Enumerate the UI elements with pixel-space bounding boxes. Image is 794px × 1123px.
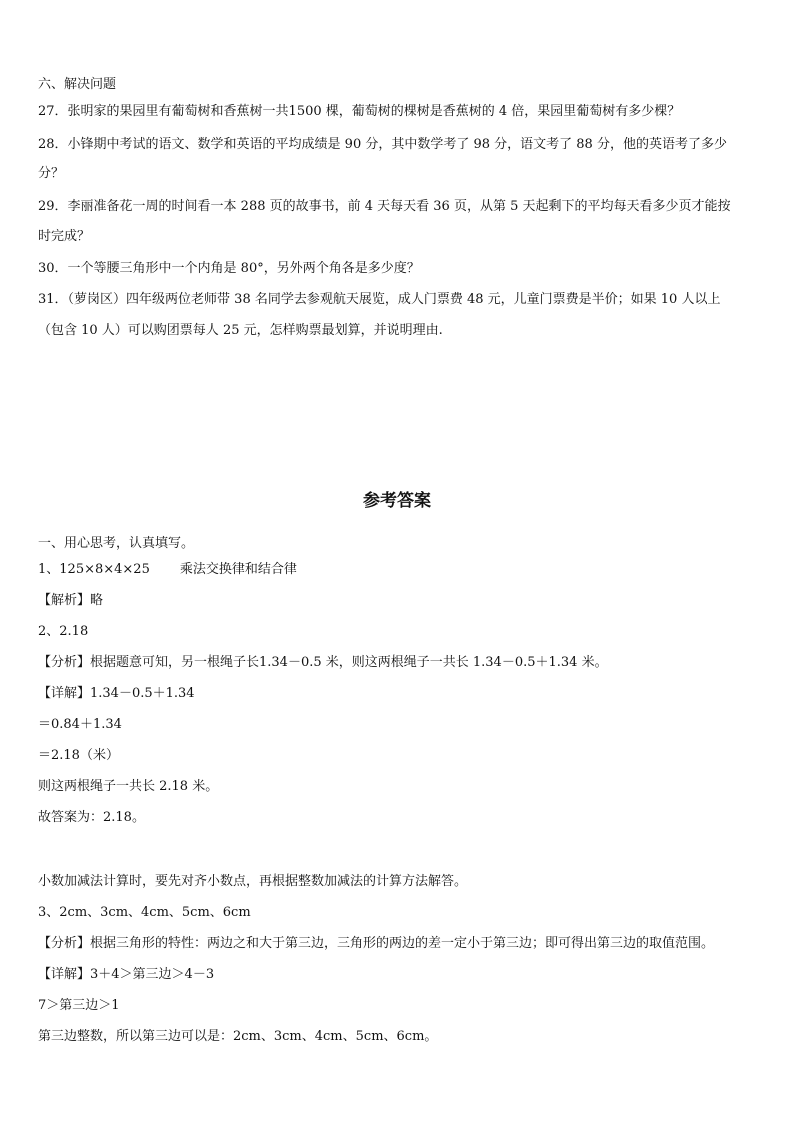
question-28-line1: 28．小锋期中考试的语文、数学和英语的平均成绩是 90 分，其中数学考了 98 分，语文考了 88 分，他的英语考了多少 — [38, 137, 727, 152]
question-29-line2: 时完成？ — [38, 229, 91, 244]
answer-2-conclusion: 则这两根绳子一共长 2.18 米。 — [38, 779, 219, 794]
answer-1-expression: 1、125×8×4×25 — [38, 562, 150, 577]
answer-2-detail: 【详解】1.34－0.5＋1.34 — [38, 686, 195, 701]
answer-1-analysis: 【解析】略 — [38, 593, 104, 608]
question-31-line2: （包含 10 人）可以购团票每人 25 元，怎样购票最划算，并说明理由. — [38, 323, 443, 338]
answers-title: 参考答案 — [363, 491, 431, 511]
answer-2-tip: 小数加减法计算时，要先对齐小数点，再根据整数加减法的计算方法解答。 — [38, 874, 468, 889]
section-6-heading: 六、解决问题 — [38, 77, 117, 92]
answer-1 — [38, 562, 297, 578]
answer-2-value: 2、2.18 — [38, 624, 89, 639]
answer-3-analysis: 【分析】根据三角形的特性：两边之和大于第三边，三角形的两边的差一定小于第三边；即可得出第三边的取值范围。 — [38, 936, 715, 951]
answer-2-step2: ＝2.18（米） — [38, 748, 119, 763]
answer-2-answer: 故答案为：2.18。 — [38, 810, 145, 825]
answers-part1-heading: 一、用心思考，认真填写。 — [38, 536, 195, 551]
answer-3-conclusion: 第三边整数，所以第三边可以是：2cm、3cm、4cm、5cm、6cm。 — [38, 1029, 438, 1044]
answer-3-step1: 7＞第三边＞1 — [38, 998, 120, 1013]
answer-2-analysis: 【分析】根据题意可知，另一根绳子长1.34－0.5 米，则这两根绳子一共长 1.34－0.5＋1.34 米。 — [38, 655, 608, 670]
answer-2-step1: ＝0.84＋1.34 — [38, 717, 122, 732]
question-30: 30．一个等腰三角形中一个内角是 80°，另外两个角各是多少度？ — [38, 261, 420, 276]
question-29-line1: 29．李丽准备花一周的时间看一本 288 页的故事书，前 4 天每天看 36 页，从第 5 天起剩下的平均每天看多少页才能按 — [38, 199, 731, 214]
answer-3-value: 3、2cm、3cm、4cm、5cm、6cm — [38, 905, 251, 920]
question-27: 27．张明家的果园里有葡萄树和香蕉树一共1500 棵，葡萄树的棵树是香蕉树的 4 倍，果园里葡萄树有多少棵？ — [38, 104, 681, 119]
question-31-line1: 31．（萝岗区）四年级两位老师带 38 名同学去参观航天展览，成人门票费 48 元，儿童门票费是半价；如果 10 人以上 — [38, 292, 721, 307]
question-28-line2: 分？ — [38, 166, 65, 181]
answer-3-detail: 【详解】3＋4＞第三边＞4－3 — [38, 967, 215, 982]
answer-1-note: 乘法交换律和结合律 — [179, 562, 297, 577]
